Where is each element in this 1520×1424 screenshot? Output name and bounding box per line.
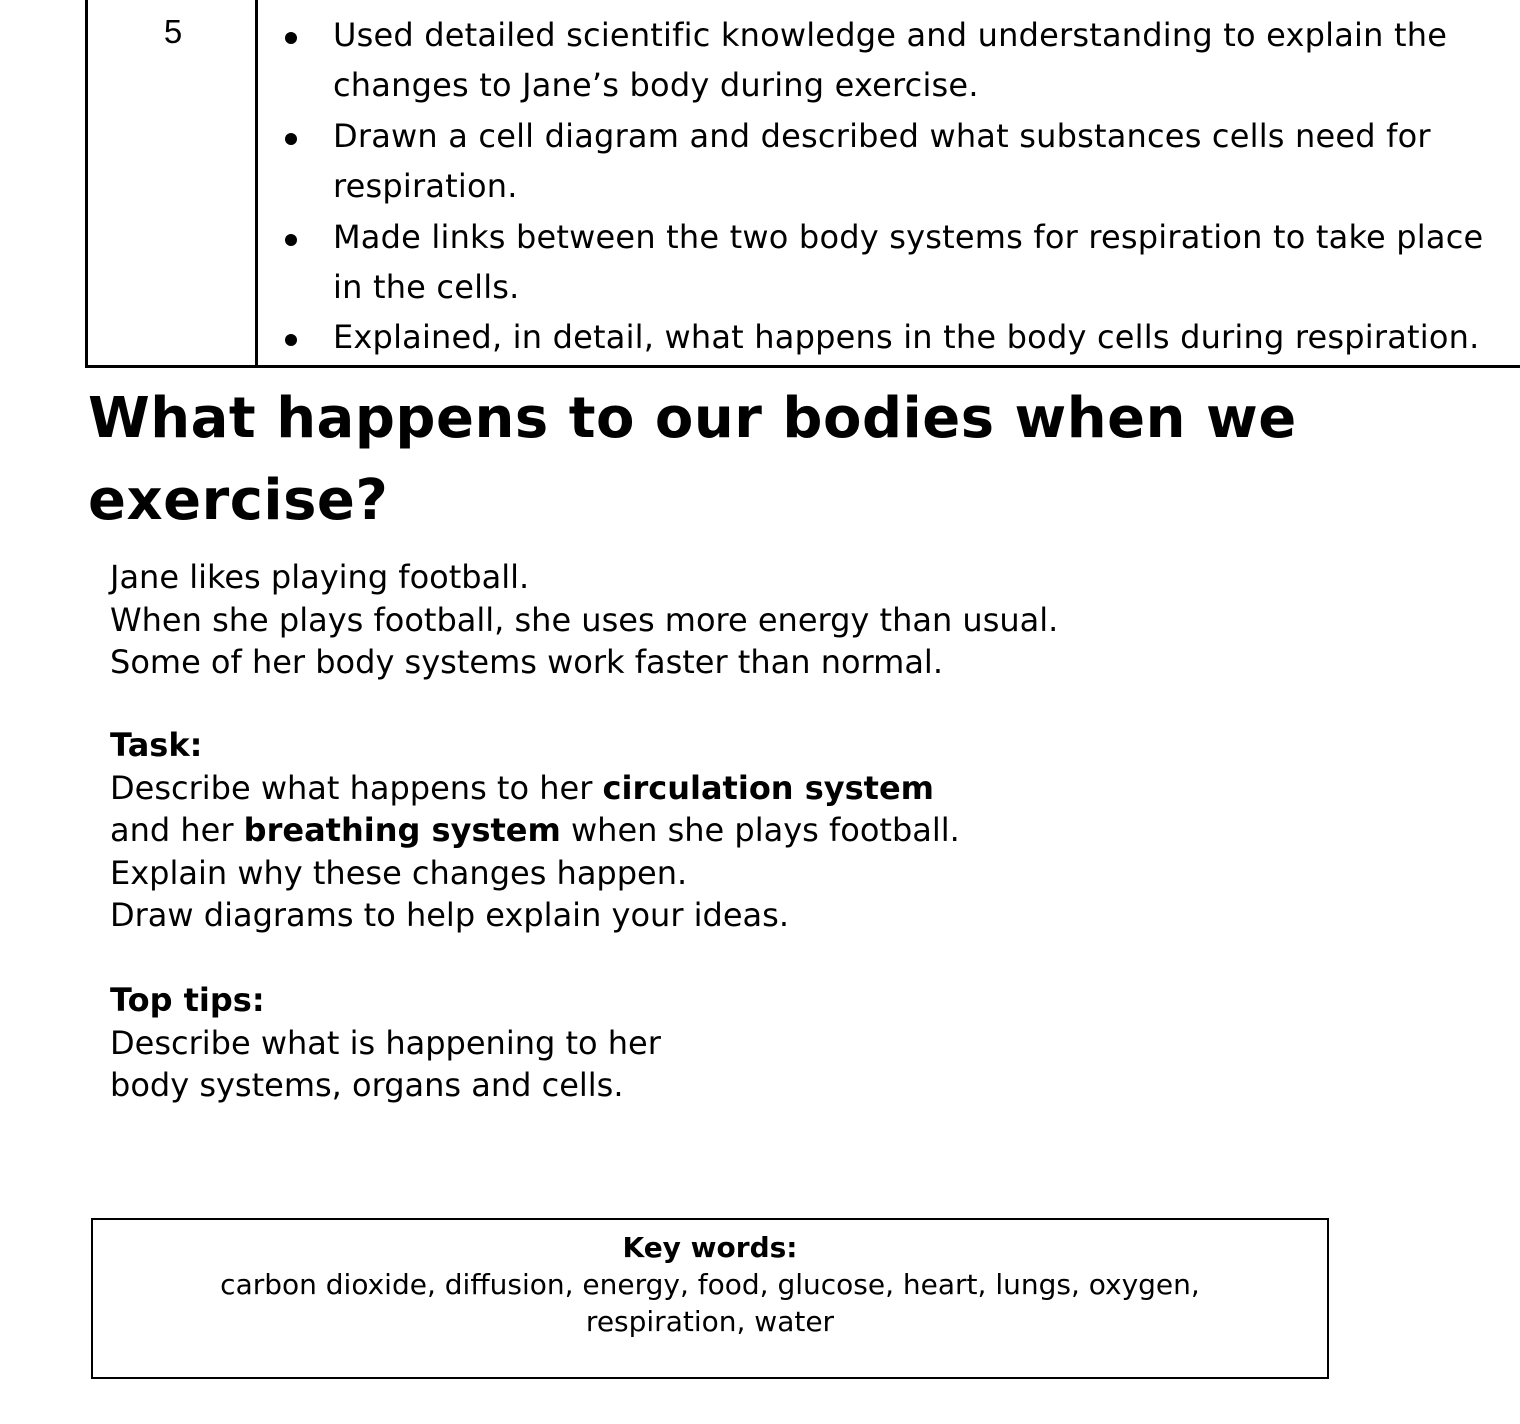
breathing-system-term: breathing system: [243, 811, 561, 849]
circulation-system-term: circulation system: [602, 768, 935, 807]
criteria-table: [85, 0, 1520, 368]
task-section: [110, 724, 960, 937]
criteria-text: Explained, in detail, what happens in the body cells during respiration.: [333, 318, 1480, 357]
criteria-text: Used detailed scientific knowledge and understanding to explain the changes to Jane’s body during exercise.: [333, 16, 1448, 105]
criteria-list: [278, 10, 1518, 363]
intro-line: When she plays football, she uses more energy than usual.: [110, 600, 1059, 639]
title-line-2: exercise?: [88, 468, 389, 533]
task-line-2: [110, 809, 960, 852]
intro-paragraph: [110, 556, 1058, 684]
intro-line: Jane likes playing football.: [110, 558, 530, 596]
score-cell: [88, 0, 258, 365]
criteria-item: [278, 312, 1518, 362]
task-line-1: [110, 767, 960, 810]
criteria-item: [278, 111, 1518, 212]
keywords-box: [91, 1218, 1329, 1379]
keywords-heading: Key words:: [622, 1231, 798, 1264]
task-label: Task:: [110, 726, 203, 764]
bullet-icon: [285, 334, 297, 346]
criteria-item: [278, 10, 1518, 111]
bullet-icon: [285, 133, 297, 145]
task-line-1-text: Describe what happens to her: [110, 768, 603, 807]
tips-line-1: Describe what is happening to her: [110, 1023, 661, 1062]
criteria-text: Made links between the two body systems for respiration to take place in the cells.: [333, 217, 1484, 307]
bullet-icon: [285, 234, 297, 246]
title-line-1: What happens to our bodies when we: [88, 386, 1297, 451]
task-line-2-prefix: and her: [110, 811, 244, 849]
keywords-list: carbon dioxide, diffusion, energy, food, glucose, heart, lungs, oxygen, respiration, water: [220, 1268, 1200, 1338]
tips-label: Top tips:: [110, 981, 265, 1019]
task-line-4: Draw diagrams to help explain your ideas.: [110, 896, 789, 934]
tips-line-2: body systems, organs and cells.: [110, 1066, 624, 1104]
tips-section: [110, 979, 661, 1107]
bullet-icon: [285, 32, 297, 44]
page-title: [88, 378, 1297, 542]
task-line-3: Explain why these changes happen.: [110, 853, 688, 892]
task-line-2-suffix: when she plays football.: [560, 811, 960, 849]
criteria-text: Drawn a cell diagram and described what substances cells need for respiration.: [333, 116, 1431, 206]
criteria-item: [278, 212, 1518, 313]
intro-line: Some of her body systems work faster than normal.: [110, 643, 943, 681]
score-value: 5: [163, 13, 183, 50]
